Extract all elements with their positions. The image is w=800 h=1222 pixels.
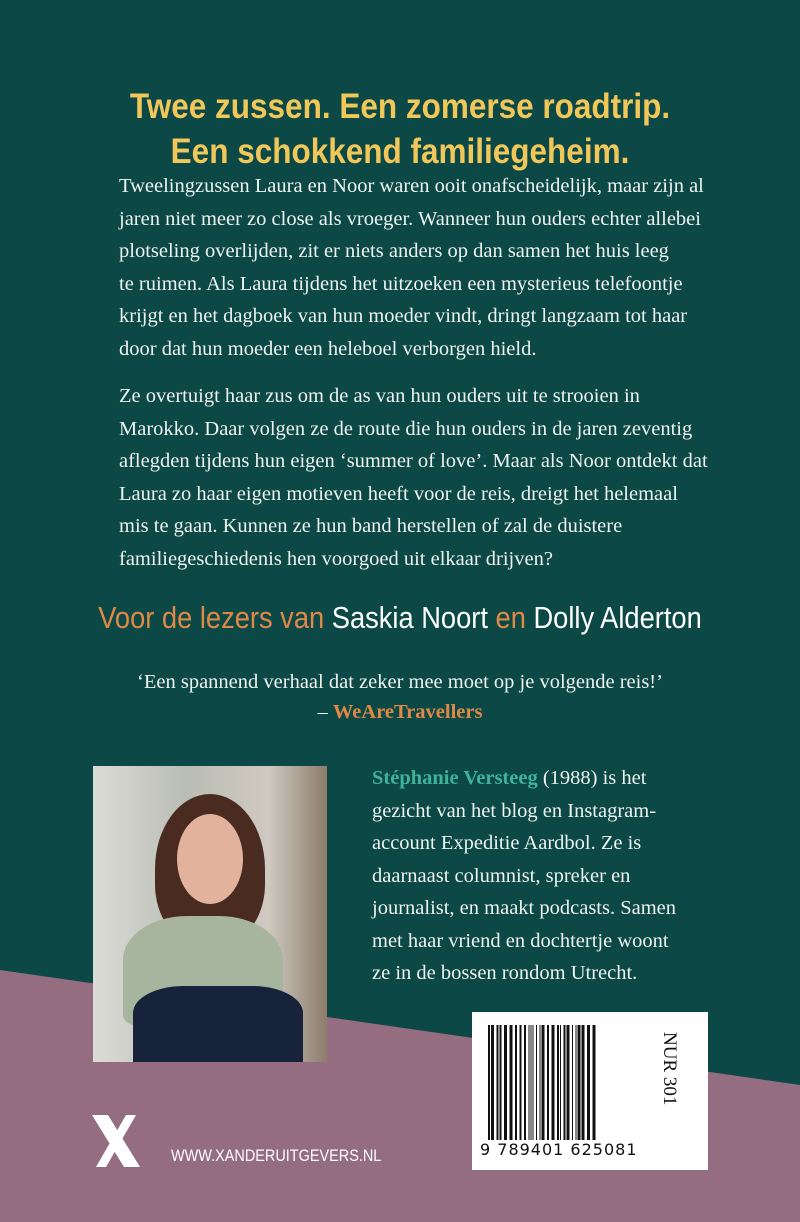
- text-line: jaren niet meer zo close als vroeger. Wanneer hun ouders echter allebei: [119, 207, 701, 230]
- barcode-bar: [557, 1025, 559, 1145]
- barcode-bar: [520, 1025, 522, 1145]
- barcode-bar: [564, 1025, 566, 1145]
- barcode-bar: [536, 1025, 537, 1145]
- barcode-bar: [542, 1025, 545, 1145]
- barcode-bar: [587, 1025, 590, 1145]
- quote-source: WeAreTravellers: [332, 701, 483, 723]
- barcode-bar: [500, 1025, 502, 1145]
- text-line: ze in de bossen rondom Utrecht.: [372, 962, 638, 984]
- barcode-bar: [540, 1025, 541, 1145]
- barcode-bar: [567, 1025, 570, 1145]
- barcode-bar: [524, 1025, 526, 1145]
- readers-recommendation: [48, 600, 752, 636]
- text-line: Laura zo haar eigen motieven heeft voor de reis, dreigt het helemaal: [119, 482, 678, 505]
- readers-prefix: Voor de lezers van: [98, 600, 325, 635]
- barcode-bar: [504, 1025, 507, 1145]
- barcode-bar: [510, 1025, 513, 1145]
- barcode-bar: [515, 1025, 517, 1145]
- blurb-paragraph-1: [119, 170, 739, 365]
- text-line: krijgt en het dagboek van hun moeder vindt, dringt langzaam tot haar: [119, 305, 688, 327]
- quote-dash: –: [317, 701, 328, 723]
- headline: [40, 84, 760, 174]
- isbn-barcode: [472, 1012, 708, 1170]
- text-line: familiegeschiedenis hen voorgoed uit elkaar drijven?: [119, 547, 553, 570]
- text-line: journalist, en maakt podcasts. Samen: [372, 897, 677, 919]
- text-line: aflegden tijdens hun eigen ‘summer of love’. Maar als Noor ontdekt dat: [119, 450, 708, 472]
- barcode-bar: [593, 1025, 596, 1145]
- barcode-bar: [582, 1025, 585, 1145]
- text-line: Ze overtuigt haar zus om de as van hun ouders uit te strooien in: [119, 385, 640, 407]
- comparable-author-2: Dolly Alderton: [533, 600, 702, 635]
- text-line: Tweelingzussen Laura en Noor waren ooit onafscheidelijk, maar zijn al: [119, 175, 704, 197]
- author-name: Stéphanie Versteeg: [372, 767, 538, 789]
- text-line: (1988) is het: [537, 767, 647, 789]
- text-line: Marokko. Daar volgen ze de route die hun ouders in de jaren zeventig: [119, 417, 693, 440]
- text-line: met haar vriend en dochtertje woont: [372, 929, 669, 952]
- barcode-bar: [578, 1025, 581, 1145]
- barcode-bar: [531, 1025, 532, 1145]
- xander-logo: [92, 1115, 140, 1167]
- barcode-bar: [533, 1025, 534, 1145]
- barcode-bar: [547, 1025, 549, 1145]
- isbn-number: 9 789401 625081: [480, 1140, 638, 1159]
- barcode-bar: [488, 1025, 490, 1145]
- barcode-bar: [491, 1025, 494, 1145]
- text-line: te ruimen. Als Laura tijdens het uitzoeken een mysterieus telefoontje: [119, 272, 683, 295]
- barcode-bar: [576, 1025, 577, 1145]
- review-quote: [0, 667, 800, 727]
- text-line: plotseling overlijden, zit er niets anders op dan samen het huis leeg: [119, 240, 669, 262]
- barcode-bar: [529, 1025, 530, 1145]
- publisher-url[interactable]: WWW.XANDERUITGEVERS.NL: [171, 1146, 382, 1165]
- barcode-bar: [560, 1025, 561, 1145]
- author-bio: [372, 762, 676, 990]
- barcode-bar: [552, 1025, 555, 1145]
- quote-text: ‘Een spannend verhaal dat zeker mee moet op je volgende reis!’: [137, 671, 663, 693]
- barcode-bar: [572, 1025, 573, 1145]
- headline-line-1: Twee zussen. Een zomerse roadtrip.: [129, 87, 671, 126]
- text-line: gezicht van het blog en Instagram-: [372, 799, 657, 822]
- text-line: mis te gaan. Kunnen ze hun band herstellen of zal de duistere: [119, 515, 623, 537]
- barcode-bars: [488, 1025, 596, 1145]
- barcode-bar: [497, 1025, 499, 1145]
- comparable-author-1: Saskia Noort: [331, 600, 488, 635]
- author-photo: [93, 766, 327, 1062]
- text-line: account Expeditie Aardbol. Ze is: [372, 832, 642, 854]
- blurb-paragraph-2: [119, 380, 739, 575]
- headline-line-2: Een schokkend familiegeheim.: [170, 132, 630, 171]
- readers-and: en: [495, 600, 526, 635]
- text-line: daarnaast columnist, spreker en: [372, 864, 631, 887]
- text-line: door dat hun moeder een heleboel verborgen hield.: [119, 337, 537, 360]
- nur-code: NUR 301: [659, 1032, 680, 1106]
